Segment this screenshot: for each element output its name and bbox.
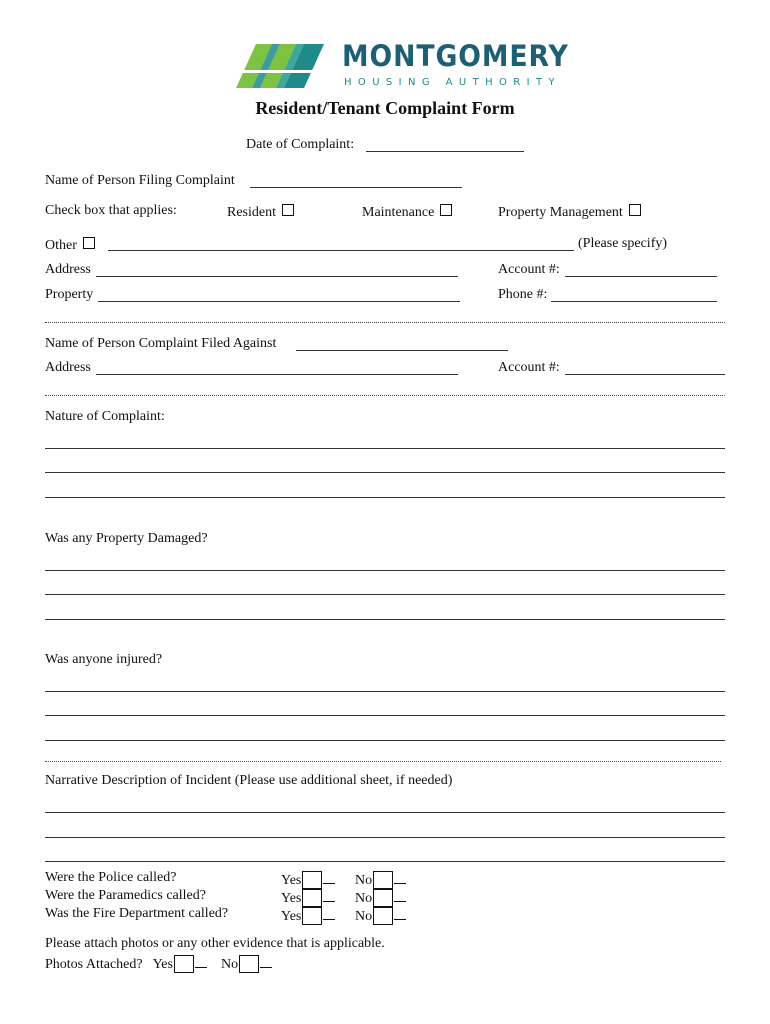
- damaged-label: Was any Property Damaged?: [45, 531, 208, 546]
- filer-field[interactable]: [250, 187, 462, 188]
- blank-line: [394, 918, 406, 920]
- injured-line[interactable]: [45, 691, 725, 692]
- yes-label: Yes: [281, 873, 302, 888]
- property-label: Property: [45, 287, 94, 302]
- yes-label: Yes: [281, 909, 302, 924]
- other-specify-field[interactable]: [108, 250, 574, 251]
- yes-option[interactable]: [281, 871, 335, 889]
- photos-no-checkbox[interactable]: [239, 955, 259, 973]
- no-option[interactable]: [355, 907, 406, 925]
- damaged-line[interactable]: [45, 594, 725, 595]
- blank-line: [260, 966, 272, 968]
- narrative-line[interactable]: [45, 861, 725, 862]
- option-maintenance[interactable]: [362, 204, 452, 220]
- no-checkbox[interactable]: [373, 871, 393, 889]
- yes-option[interactable]: [281, 889, 335, 907]
- question-row: [45, 871, 176, 885]
- phone-field[interactable]: [551, 301, 717, 302]
- blank-line: [323, 900, 335, 902]
- address2-label: Address: [45, 360, 91, 375]
- question-row: [45, 907, 228, 921]
- montgomery-housing-logo: [232, 39, 569, 92]
- photos-label: Photos Attached?: [45, 957, 143, 972]
- photos-no-label: No: [220, 957, 239, 972]
- address-field[interactable]: [96, 276, 458, 277]
- nature-line[interactable]: [45, 472, 725, 473]
- yes-checkbox[interactable]: [302, 907, 322, 925]
- no-checkbox[interactable]: [373, 889, 393, 907]
- against-label: Name of Person Complaint Filed Against: [45, 336, 277, 351]
- form-title: Resident/Tenant Complaint Form: [255, 98, 515, 118]
- checkbox-label: Check box that applies:: [45, 203, 177, 218]
- damaged-line[interactable]: [45, 619, 725, 620]
- option-resident-label: Resident: [227, 205, 276, 220]
- option-resident[interactable]: [227, 204, 294, 220]
- logo-name: MONTGOMERY: [342, 39, 569, 73]
- yes-checkbox[interactable]: [302, 889, 322, 907]
- yes-option[interactable]: [281, 907, 335, 925]
- nature-label: Nature of Complaint:: [45, 409, 165, 424]
- no-label: No: [355, 891, 373, 906]
- please-specify-label: (Please specify): [578, 236, 668, 251]
- attach-note: Please attach photos or any other evidence that is applicable.: [45, 936, 385, 951]
- photos-row: [45, 955, 272, 973]
- photos-yes-label: Yes: [152, 957, 173, 972]
- blank-line: [394, 882, 406, 884]
- blank-line: [394, 900, 406, 902]
- account-label: Account #:: [498, 262, 560, 277]
- option-maintenance-label: Maintenance: [362, 205, 435, 220]
- resident-checkbox[interactable]: [282, 204, 294, 216]
- no-option[interactable]: [355, 889, 406, 907]
- no-checkbox[interactable]: [373, 907, 393, 925]
- option-property-management[interactable]: [498, 204, 641, 220]
- damaged-line[interactable]: [45, 570, 725, 571]
- section-divider: [45, 761, 721, 762]
- question-row: [45, 889, 206, 903]
- no-label: No: [355, 873, 373, 888]
- maintenance-checkbox[interactable]: [440, 204, 452, 216]
- against-field[interactable]: [296, 350, 508, 351]
- blank-line: [323, 918, 335, 920]
- date-field[interactable]: [366, 151, 524, 152]
- filer-label: Name of Person Filing Complaint: [45, 173, 235, 188]
- narrative-line[interactable]: [45, 837, 725, 838]
- nature-line[interactable]: [45, 497, 725, 498]
- photos-yes-checkbox[interactable]: [174, 955, 194, 973]
- other-checkbox[interactable]: [83, 237, 95, 249]
- address-label: Address: [45, 262, 91, 277]
- question-label: Were the Police called?: [45, 870, 177, 885]
- question-label: Were the Paramedics called?: [45, 888, 206, 903]
- question-label: Was the Fire Department called?: [45, 906, 229, 921]
- narrative-line[interactable]: [45, 812, 725, 813]
- phone-label: Phone #:: [498, 287, 548, 302]
- logo-subtitle: HOUSING AUTHORITY: [344, 77, 561, 88]
- yes-label: Yes: [281, 891, 302, 906]
- address2-field[interactable]: [96, 374, 458, 375]
- yes-checkbox[interactable]: [302, 871, 322, 889]
- narrative-label: Narrative Description of Incident (Please use additional sheet, if needed): [45, 773, 453, 788]
- property-management-checkbox[interactable]: [629, 204, 641, 216]
- property-field[interactable]: [98, 301, 460, 302]
- injured-line[interactable]: [45, 715, 725, 716]
- no-label: No: [355, 909, 373, 924]
- injured-label: Was anyone injured?: [45, 652, 163, 667]
- option-property-management-label: Property Management: [498, 205, 623, 220]
- account2-field[interactable]: [565, 374, 725, 375]
- nature-line[interactable]: [45, 448, 725, 449]
- section-divider: [45, 395, 725, 396]
- date-label: Date of Complaint:: [246, 137, 355, 152]
- blank-line: [323, 882, 335, 884]
- no-option[interactable]: [355, 871, 406, 889]
- blank-line: [195, 966, 207, 968]
- account-field[interactable]: [565, 276, 717, 277]
- account2-label: Account #:: [498, 360, 560, 375]
- option-other-label: Other: [45, 238, 77, 253]
- option-other[interactable]: [45, 237, 95, 253]
- injured-line[interactable]: [45, 740, 725, 741]
- section-divider: [45, 322, 725, 323]
